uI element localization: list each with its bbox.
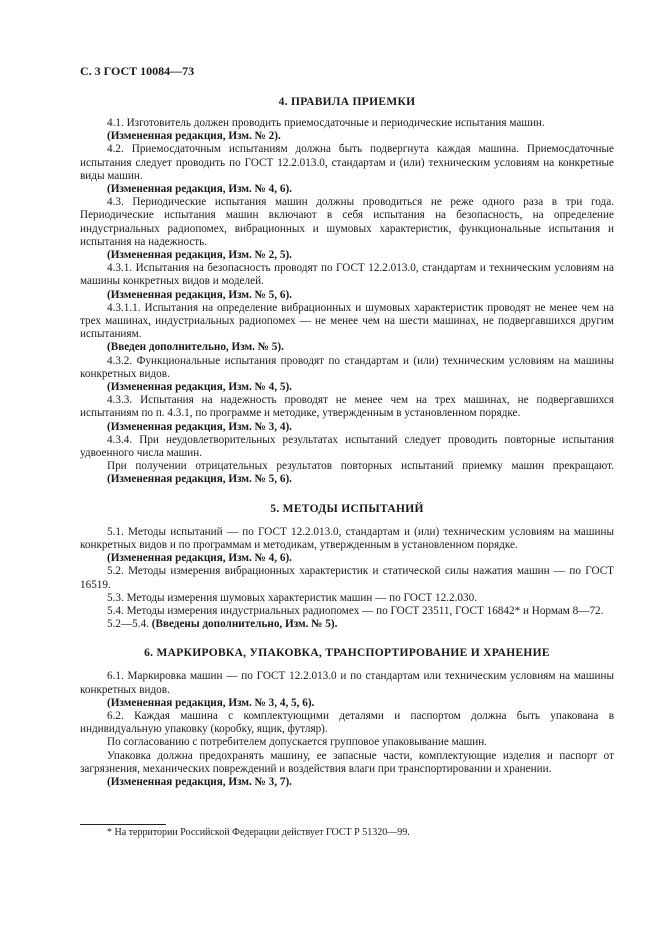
amendment-note: (Введен дополнительно, Изм. № 5). <box>107 341 284 354</box>
paragraph: При получении отрицательных результатов повторных испытаний приемку машин прекращают. <box>107 460 614 473</box>
amendment-note: (Измененная редакция, Изм. № 4, 6). <box>107 183 292 196</box>
amendment-note: (Введены дополнительно, Изм. № 5). <box>151 618 338 631</box>
paragraph: 5.4. Методы измерения индустриальных радиопомех — по ГОСТ 23511, ГОСТ 16842* и Нормам 8—72. <box>107 604 604 617</box>
amendment-note: (Измененная редакция, Изм. № 3, 4, 5, 6). <box>107 696 315 709</box>
amendment-note: (Измененная редакция, Изм. № 2, 5). <box>107 249 292 262</box>
amendment-note: (Измененная редакция, Изм. № 4, 5). <box>107 381 292 394</box>
section-title: 6. МАРКИРОВКА, УПАКОВКА, ТРАНСПОРТИРОВАНИЕ И ХРАНЕНИЕ <box>144 647 550 660</box>
paragraph: По согласованию с потребителем допускается групповое упаковывание машин. <box>107 736 487 749</box>
paragraph: 5.1. Методы испытаний — по ГОСТ 12.2.013.0, стандартам и (или) техническим условиям на машины конкретных видов и по программам и методикам, утвержденным в установленном порядке. <box>80 525 614 551</box>
paragraph: 6.2. Каждая машина с комплектующими деталями и паспортом должна быть упакована в индивидуальную упаковку (коробку, ящик, футляр). <box>80 709 614 736</box>
paragraph: 4.2. Приемосдаточным испытаниям должна быть подвергнута каждая машина. Приемосдаточные испытания следует проводить по ГОСТ 12.2.013.0, стандартам и (или) техническим условиям на конкретные виды машин. <box>80 143 614 182</box>
paragraph: 6.1. Маркировка машин — по ГОСТ 12.2.013.0 и по стандартам или техническим условиям на машины конкретных видов. <box>80 670 614 696</box>
clause-range: 5.2—5.4. <box>107 618 152 631</box>
paragraph: 5.2. Методы измерения вибрационных характеристик и статической силы нажатия машин — по ГОСТ 16519. <box>80 565 614 591</box>
paragraph: 4.3.1.1. Испытания на определение вибрационных и шумовых характеристик проводят не менее чем на трех машинах, индустриальных радиопомех — не менее чем на шести машинах, не подвергавшихся другим испытаниям. <box>80 301 614 341</box>
paragraph: 4.3.4. При неудовлетворительных результатах испытаний следует проводить повторные испытания удвоенного числа машин. <box>80 433 614 460</box>
amendment-note: (Измененная редакция, Изм. № 3, 4). <box>107 420 292 433</box>
amendment-note: (Измененная редакция, Изм. № 5, 6). <box>107 473 292 486</box>
amendment-note: (Измененная редакция, Изм. № 2). <box>107 130 281 143</box>
paragraph: 5.3. Методы измерения шумовых характеристик машин — по ГОСТ 12.2.030. <box>107 591 477 604</box>
section-title: 4. ПРАВИЛА ПРИЕМКИ <box>278 96 416 108</box>
footnote: * На территории Российской Федерации действует ГОСТ Р 51320—99. <box>107 827 410 838</box>
footnote-divider <box>80 824 166 825</box>
amendment-note: (Измененная редакция, Изм. № 3, 7). <box>107 775 292 788</box>
amendment-note: (Измененная редакция, Изм. № 4, 6). <box>107 552 292 565</box>
section-title: 5. МЕТОДЫ ИСПЫТАНИЙ <box>270 502 424 515</box>
paragraph: 4.3.2. Функциональные испытания проводят по стандартам и (или) техническим условиям на машины конкретных видов. <box>80 354 614 380</box>
paragraph: 4.3.3. Испытания на надежность проводят не менее чем на трех машинах, не подвергавшихся испытаниям по п. 4.3.1, по программе и методике, утвержденным в установленном порядке. <box>80 394 614 420</box>
paragraph: 4.3.1. Испытания на безопасность проводят по ГОСТ 12.2.013.0, стандартам и техническим условиям на машины конкретных видов и моделей. <box>80 262 614 288</box>
paragraph: 4.3. Периодические испытания машин должны проводиться не реже одного раза в три года. Периодические испытания машин включают в себя испытания на безопасность, на определение индустриальных радиопомех, вибрационных и шумовых характеристик, функциональные испытания и испытания на надежность. <box>80 196 614 248</box>
paragraph <box>80 618 614 631</box>
document-body <box>80 95 614 789</box>
paragraph: Упаковка должна предохранять машину, ее запасные части, комплектующие изделия и паспорт от загрязнения, механических повреждений и воздействия влаги при транспортировании и хранении. <box>80 749 614 775</box>
page-content <box>80 64 614 789</box>
page-header: С. 3 ГОСТ 10084—73 <box>80 64 195 78</box>
amendment-note: (Измененная редакция, Изм. № 5, 6). <box>107 288 292 301</box>
paragraph: 4.1. Изготовитель должен проводить приемосдаточные и периодические испытания машин. <box>107 117 545 129</box>
